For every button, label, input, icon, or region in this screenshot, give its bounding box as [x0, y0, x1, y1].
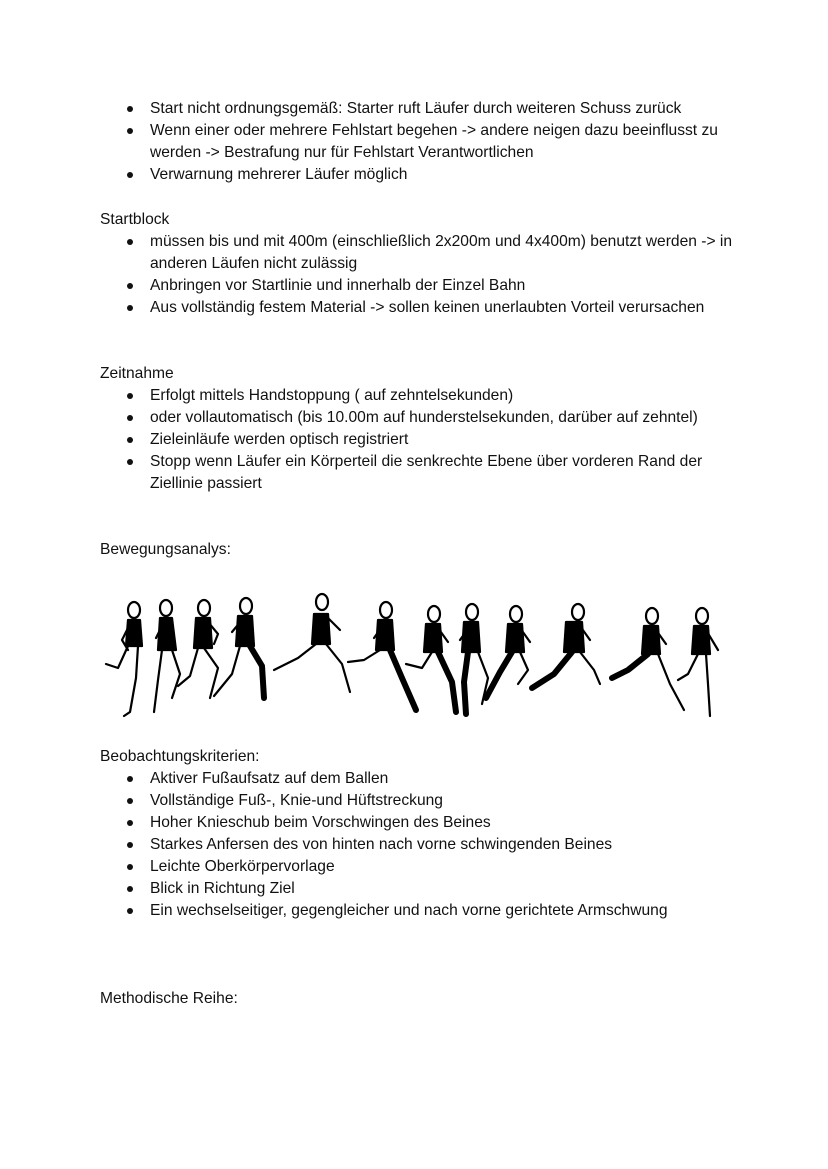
zeitnahme-heading: Zeitnahme [100, 365, 174, 382]
section-startblock [100, 209, 740, 319]
list-item: Blick in Richtung Ziel [100, 878, 740, 900]
fehlstart-list [100, 98, 740, 186]
section-fehlstart [100, 98, 740, 186]
list-item: Verwarnung mehrerer Läufer möglich [100, 164, 740, 186]
runner-figure [274, 594, 350, 692]
section-methodik [100, 988, 740, 1010]
startblock-list [100, 231, 740, 319]
runner-figure [106, 602, 142, 716]
list-item: oder vollautomatisch (bis 10.00m auf hunderstelsekunden, darüber auf zehntel) [100, 407, 740, 429]
list-item: Aus vollständig festem Material -> sollen keinen unerlaubten Vorteil verursachen [100, 297, 740, 319]
running-sequence-icon [100, 588, 728, 728]
runner-figure [406, 606, 456, 712]
list-item: Leichte Oberkörpervorlage [100, 856, 740, 878]
bewegung-heading: Bewegungsanalys: [100, 541, 231, 558]
list-item: Ein wechselseitiger, gegengleicher und nach vorne gerichtete Armschwung [100, 900, 740, 922]
list-item: Starkes Anfersen des von hinten nach vorne schwingenden Beines [100, 834, 740, 856]
list-item: Anbringen vor Startlinie und innerhalb der Einzel Bahn [100, 275, 740, 297]
section-kriterien [100, 746, 740, 922]
list-item: Erfolgt mittels Handstoppung ( auf zehntelsekunden) [100, 385, 740, 407]
list-item: Vollständige Fuß-, Knie-und Hüftstreckung [100, 790, 740, 812]
runner-figure [178, 600, 218, 698]
zeitnahme-list [100, 385, 740, 495]
runner-figure [612, 608, 684, 710]
list-item: Zieleinläufe werden optisch registriert [100, 429, 740, 451]
list-item: Aktiver Fußaufsatz auf dem Ballen [100, 768, 740, 790]
runner-figure [678, 608, 718, 716]
list-item: Stopp wenn Läufer ein Körperteil die senkrechte Ebene über vorderen Rand der Ziellinie passiert [100, 451, 740, 495]
methodik-heading: Methodische Reihe: [100, 990, 238, 1007]
list-item: müssen bis und mit 400m (einschließlich 2x200m und 4x400m) benutzt werden -> in anderen Läufen nicht zulässig [100, 231, 740, 275]
list-item: Wenn einer oder mehrere Fehlstart begehen -> andere neigen dazu beeinflusst zu werden -> Bestrafung nur für Fehlstart Verantwortlichen [100, 120, 740, 164]
list-item: Start nicht ordnungsgemäß: Starter ruft Läufer durch weiteren Schuss zurück [100, 98, 740, 120]
runner-figure [154, 600, 180, 712]
runner-figure [486, 606, 530, 698]
runner-figure [214, 598, 264, 698]
section-bewegungsanalyse [100, 539, 740, 561]
kriterien-heading: Beobachtungskriterien: [100, 748, 260, 765]
section-zeitnahme [100, 363, 740, 495]
list-item: Hoher Knieschub beim Vorschwingen des Beines [100, 812, 740, 834]
runner-figure [532, 604, 600, 688]
kriterien-list [100, 768, 740, 922]
startblock-heading: Startblock [100, 211, 170, 228]
runner-figure [348, 602, 416, 710]
